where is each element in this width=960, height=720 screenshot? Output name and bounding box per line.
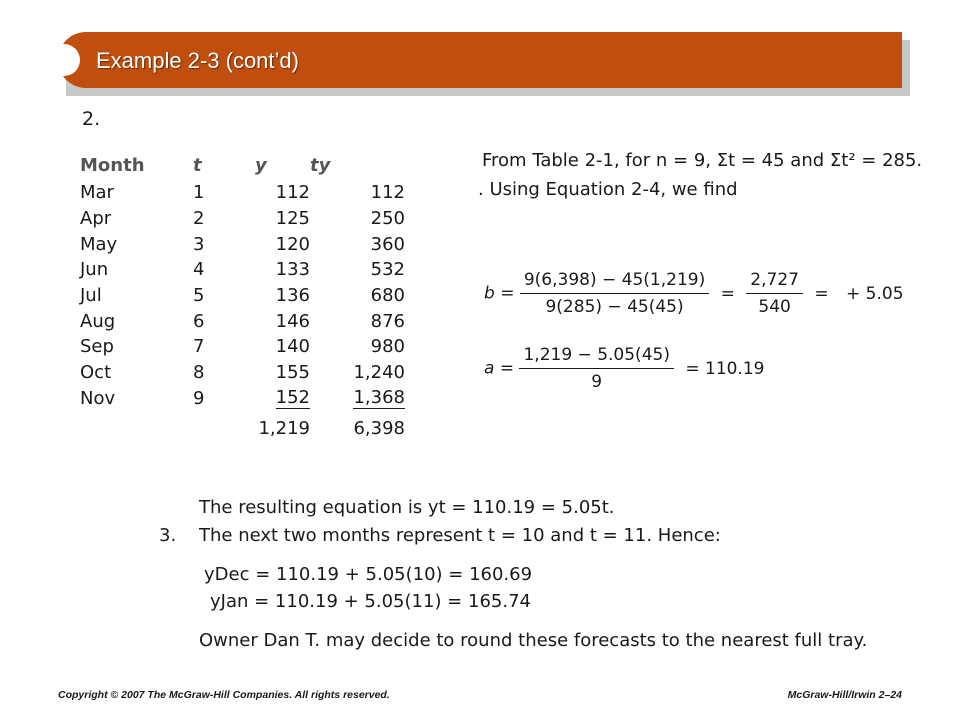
a-equation xyxy=(484,345,771,392)
cell-t: 9 xyxy=(193,387,205,409)
cell-ty: 1,240 xyxy=(353,362,405,384)
slide-title: Example 2-3 (cont’d) xyxy=(96,48,299,73)
data-table xyxy=(80,150,405,441)
cell-month: Sep xyxy=(80,336,114,358)
table-row xyxy=(80,386,405,412)
cell-t: 5 xyxy=(193,285,205,307)
cell-y: 112 xyxy=(275,182,310,204)
cell-t: 3 xyxy=(193,233,205,255)
a-fraction xyxy=(519,345,673,392)
cell-ty-value: 1,368 xyxy=(353,387,405,409)
cell-t: 7 xyxy=(193,336,205,358)
forecast-jan: yJan = 110.19 + 5.05(11) = 165.74 xyxy=(210,591,531,612)
total-month xyxy=(80,411,193,441)
cell-y xyxy=(255,386,310,412)
header-t: t xyxy=(193,154,202,176)
cell-month: Nov xyxy=(80,387,116,409)
cell-y: 146 xyxy=(275,310,310,332)
step-2-label: 2. xyxy=(82,108,101,130)
b-equals-3: = xyxy=(814,283,829,304)
intro-line-1: From Table 2-1, for n = 9, Σt = 45 and Σt² = 285. xyxy=(482,150,923,171)
cell-ty: 876 xyxy=(370,310,405,332)
cell-ty: 360 xyxy=(370,233,405,255)
b-equation xyxy=(484,270,910,317)
cell-month: May xyxy=(80,233,118,255)
a-lhs: a = xyxy=(484,358,515,379)
cell-y: 120 xyxy=(275,233,310,255)
table-header-row xyxy=(80,150,405,180)
footer-copyright: Copyright © 2007 The McGraw-Hill Companies. All rights reserved. xyxy=(58,689,390,701)
cell-month: Jun xyxy=(80,259,109,281)
table-totals-row xyxy=(80,411,405,441)
cell-month: Oct xyxy=(80,362,112,384)
cell-ty: 532 xyxy=(370,259,405,281)
closing-text: Owner Dan T. may decide to round these forecasts to the nearest full tray. xyxy=(199,630,868,651)
b-denominator-2: 540 xyxy=(758,297,791,317)
total-t xyxy=(193,411,255,441)
cell-y-value: 152 xyxy=(275,387,310,409)
resulting-equation: The resulting equation is yt = 110.19 = 5.05t. xyxy=(199,497,615,518)
cell-t: 8 xyxy=(193,362,205,384)
header-month: Month xyxy=(80,154,145,176)
footer-publisher: McGraw-Hill/Irwin 2–24 xyxy=(787,689,902,701)
cell-y: 155 xyxy=(275,362,310,384)
step-3-label: 3. xyxy=(159,525,177,546)
cell-month: Apr xyxy=(80,208,112,230)
cell-month: Mar xyxy=(80,182,114,204)
cell-y: 133 xyxy=(275,259,310,281)
cell-ty: 980 xyxy=(370,336,405,358)
table-row xyxy=(80,257,405,283)
header-ty: ty xyxy=(310,154,331,176)
cell-y: 125 xyxy=(275,208,310,230)
b-denominator-1: 9(285) − 45(45) xyxy=(545,297,684,317)
table-row xyxy=(80,360,405,386)
intro-line-2: . Using Equation 2-4, we find xyxy=(478,179,738,200)
table-row xyxy=(80,308,405,334)
a-result: = 110.19 xyxy=(685,358,765,379)
table-row xyxy=(80,180,405,206)
b-fraction-2 xyxy=(746,270,803,317)
cell-ty xyxy=(310,386,405,412)
cell-t: 4 xyxy=(193,259,205,281)
cell-y: 140 xyxy=(275,336,310,358)
a-denominator: 9 xyxy=(591,372,603,392)
cell-month: Jul xyxy=(80,285,102,307)
a-numerator: 1,219 − 5.05(45) xyxy=(519,345,673,369)
cell-ty: 250 xyxy=(370,208,405,230)
forecast-dec: yDec = 110.19 + 5.05(10) = 160.69 xyxy=(204,564,533,585)
step-3-text: The next two months represent t = 10 and t = 11. Hence: xyxy=(199,525,721,546)
total-ty: 6,398 xyxy=(353,417,405,439)
b-result: + 5.05 xyxy=(846,283,904,304)
table-row xyxy=(80,283,405,309)
cell-y: 136 xyxy=(275,285,310,307)
total-y: 1,219 xyxy=(258,417,310,439)
b-lhs: b = xyxy=(484,283,515,304)
cell-ty: 112 xyxy=(370,182,405,204)
b-fraction-1 xyxy=(520,270,709,317)
table-row xyxy=(80,206,405,232)
table-row xyxy=(80,231,405,257)
title-bar-notch xyxy=(40,44,80,76)
b-numerator-1: 9(6,398) − 45(1,219) xyxy=(520,270,709,294)
cell-t: 6 xyxy=(193,310,205,332)
cell-month: Aug xyxy=(80,310,116,332)
cell-t: 2 xyxy=(193,208,205,230)
header-y: y xyxy=(255,154,267,176)
table-row xyxy=(80,334,405,360)
b-equals-2: = xyxy=(720,283,735,304)
cell-t: 1 xyxy=(193,182,205,204)
cell-ty: 680 xyxy=(370,285,405,307)
b-numerator-2: 2,727 xyxy=(746,270,803,294)
